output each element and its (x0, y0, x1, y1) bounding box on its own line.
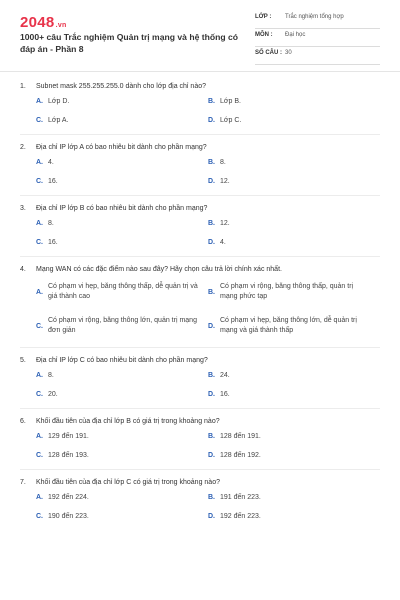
question-divider (20, 134, 380, 135)
option-letter: A. (36, 372, 43, 379)
option-c[interactable] (36, 111, 208, 130)
option-letter: C. (36, 513, 43, 520)
option-a[interactable] (36, 153, 208, 172)
question-text: Mạng WAN có các đặc điểm nào sau đây? Hãy chọn câu trả lời chính xác nhất. (36, 265, 282, 273)
option-c[interactable] (36, 385, 208, 404)
option-text: 20. (48, 391, 58, 398)
option-text: 128 đến 192. (220, 452, 261, 459)
option-a[interactable] (36, 427, 208, 446)
question-number: 1. (20, 82, 26, 90)
question-number: 4. (20, 265, 26, 273)
question-number: 6. (20, 417, 26, 425)
option-b[interactable] (208, 275, 380, 309)
option-text: 16. (48, 178, 58, 185)
options (36, 427, 380, 465)
option-a[interactable] (36, 366, 208, 385)
question-text: Subnet mask 255.255.255.0 dành cho lớp địa chỉ nào? (36, 82, 206, 90)
question-6 (20, 415, 380, 470)
option-letter: D. (208, 513, 215, 520)
option-letter: C. (36, 239, 43, 246)
option-text: 128 đến 191. (220, 433, 261, 440)
option-text: Lớp D. (48, 98, 70, 105)
meta-key: SỐ CÂU : (255, 50, 282, 56)
option-c[interactable] (36, 233, 208, 252)
option-a[interactable] (36, 214, 208, 233)
question-text: Khối đầu tiên của địa chỉ lớp B có giá trị trong khoảng nào? (36, 417, 220, 425)
option-b[interactable] (208, 92, 380, 111)
option-letter: A. (36, 433, 43, 440)
option-text: Có phạm vi hẹp, băng thông lớn, dễ quản trị mạng và giá thành thấp (220, 317, 357, 334)
question-7 (20, 476, 380, 526)
meta-value: Trắc nghiệm tổng hợp (285, 14, 344, 20)
option-letter: B. (208, 494, 215, 501)
option-letter: D. (208, 117, 215, 124)
option-letter: D. (208, 178, 215, 185)
option-b[interactable] (208, 427, 380, 446)
option-letter: B. (208, 433, 215, 440)
meta-key: MÔN : (255, 32, 273, 38)
meta-value: 30 (285, 50, 292, 56)
option-c[interactable] (36, 309, 208, 343)
question-text: Địa chỉ IP lớp B có bao nhiêu bit dành cho phần mạng? (36, 204, 208, 212)
option-c[interactable] (36, 446, 208, 465)
worksheet-header (0, 0, 400, 70)
option-letter: C. (36, 391, 43, 398)
option-d[interactable] (208, 507, 380, 526)
option-d[interactable] (208, 309, 380, 343)
option-letter: A. (36, 159, 43, 166)
question-text: Địa chỉ IP lớp C có bao nhiêu bit dành cho phần mạng? (36, 356, 208, 364)
option-text: 192 đến 223. (220, 513, 261, 520)
option-letter: D. (208, 239, 215, 246)
option-text: Có phạm vi hẹp, băng thông thấp, dễ quản trị và giá thành cao (48, 283, 198, 300)
logo-suffix: .vn (55, 22, 67, 29)
option-d[interactable] (208, 111, 380, 130)
document-title: 1000+ câu Trắc nghiệm Quản trị mạng và hệ thống có đáp án - Phần 8 (20, 32, 239, 54)
question-text: Khối đầu tiên của địa chỉ lớp C có giá trị trong khoảng nào? (36, 478, 220, 486)
option-text: 12. (220, 178, 230, 185)
question-number: 2. (20, 143, 26, 151)
option-text: Lớp C. (220, 117, 242, 124)
question-list (20, 80, 380, 526)
option-d[interactable] (208, 233, 380, 252)
option-letter: B. (208, 372, 215, 379)
options (36, 366, 380, 404)
option-text: 12. (220, 220, 230, 227)
site-logo[interactable] (20, 14, 67, 31)
option-text: 190 đến 223. (48, 513, 89, 520)
option-b[interactable] (208, 153, 380, 172)
meta-row-count (255, 50, 380, 65)
option-text: Có phạm vi rộng, băng thông thấp, quản trị mạng phức tạp (220, 283, 354, 300)
meta-row-subject (255, 32, 380, 47)
option-text: 191 đến 223. (220, 494, 261, 501)
meta-row-class (255, 14, 380, 29)
option-letter: A. (36, 288, 43, 296)
option-a[interactable] (36, 488, 208, 507)
option-letter: A. (36, 494, 43, 501)
header-divider (0, 71, 400, 72)
option-b[interactable] (208, 214, 380, 233)
option-letter: D. (208, 322, 215, 330)
option-c[interactable] (36, 172, 208, 191)
option-letter: C. (36, 178, 43, 185)
option-d[interactable] (208, 446, 380, 465)
question-divider (20, 347, 380, 348)
option-text: 8. (220, 159, 226, 166)
option-text: Lớp A. (48, 117, 69, 124)
option-a[interactable] (36, 92, 208, 111)
option-text: 129 đến 191. (48, 433, 89, 440)
option-letter: B. (208, 288, 215, 296)
options (36, 488, 380, 526)
options (36, 92, 380, 130)
option-letter: D. (208, 391, 215, 398)
option-text: 8. (48, 372, 54, 379)
option-text: Lớp B. (220, 98, 241, 105)
question-divider (20, 195, 380, 196)
question-number: 7. (20, 478, 26, 486)
option-text: 8. (48, 220, 54, 227)
option-letter: B. (208, 159, 215, 166)
option-letter: C. (36, 452, 43, 459)
option-a[interactable] (36, 275, 208, 309)
option-text: 128 đến 193. (48, 452, 89, 459)
option-letter: B. (208, 220, 215, 227)
option-c[interactable] (36, 507, 208, 526)
option-text: 24. (220, 372, 230, 379)
option-letter: D. (208, 452, 215, 459)
question-2 (20, 141, 380, 196)
question-5 (20, 354, 380, 409)
question-divider (20, 469, 380, 470)
option-d[interactable] (208, 172, 380, 191)
question-divider (20, 408, 380, 409)
option-text: 4. (48, 159, 54, 166)
meta-value: Đại học (285, 32, 306, 38)
options (36, 214, 380, 252)
question-3 (20, 202, 380, 257)
question-number: 5. (20, 356, 26, 364)
meta-info (255, 14, 380, 68)
option-b[interactable] (208, 366, 380, 385)
option-text: 192 đến 224. (48, 494, 89, 501)
option-text: Có phạm vi rộng, băng thông lớn, quản trị mạng đơn giản (48, 317, 197, 334)
option-letter: C. (36, 322, 43, 330)
option-text: 4. (220, 239, 226, 246)
question-1 (20, 80, 380, 135)
option-letter: C. (36, 117, 43, 124)
question-text: Địa chỉ IP lớp A có bao nhiêu bit dành cho phần mạng? (36, 143, 207, 151)
option-letter: A. (36, 220, 43, 227)
option-b[interactable] (208, 488, 380, 507)
question-divider (20, 256, 380, 257)
option-letter: A. (36, 98, 43, 105)
logo-text: 2048 (20, 14, 55, 31)
options (36, 153, 380, 191)
question-4 (20, 263, 380, 348)
question-number: 3. (20, 204, 26, 212)
meta-key: LỚP : (255, 14, 272, 20)
option-d[interactable] (208, 385, 380, 404)
option-text: 16. (220, 391, 230, 398)
option-text: 16. (48, 239, 58, 246)
option-letter: B. (208, 98, 215, 105)
options (36, 275, 380, 343)
